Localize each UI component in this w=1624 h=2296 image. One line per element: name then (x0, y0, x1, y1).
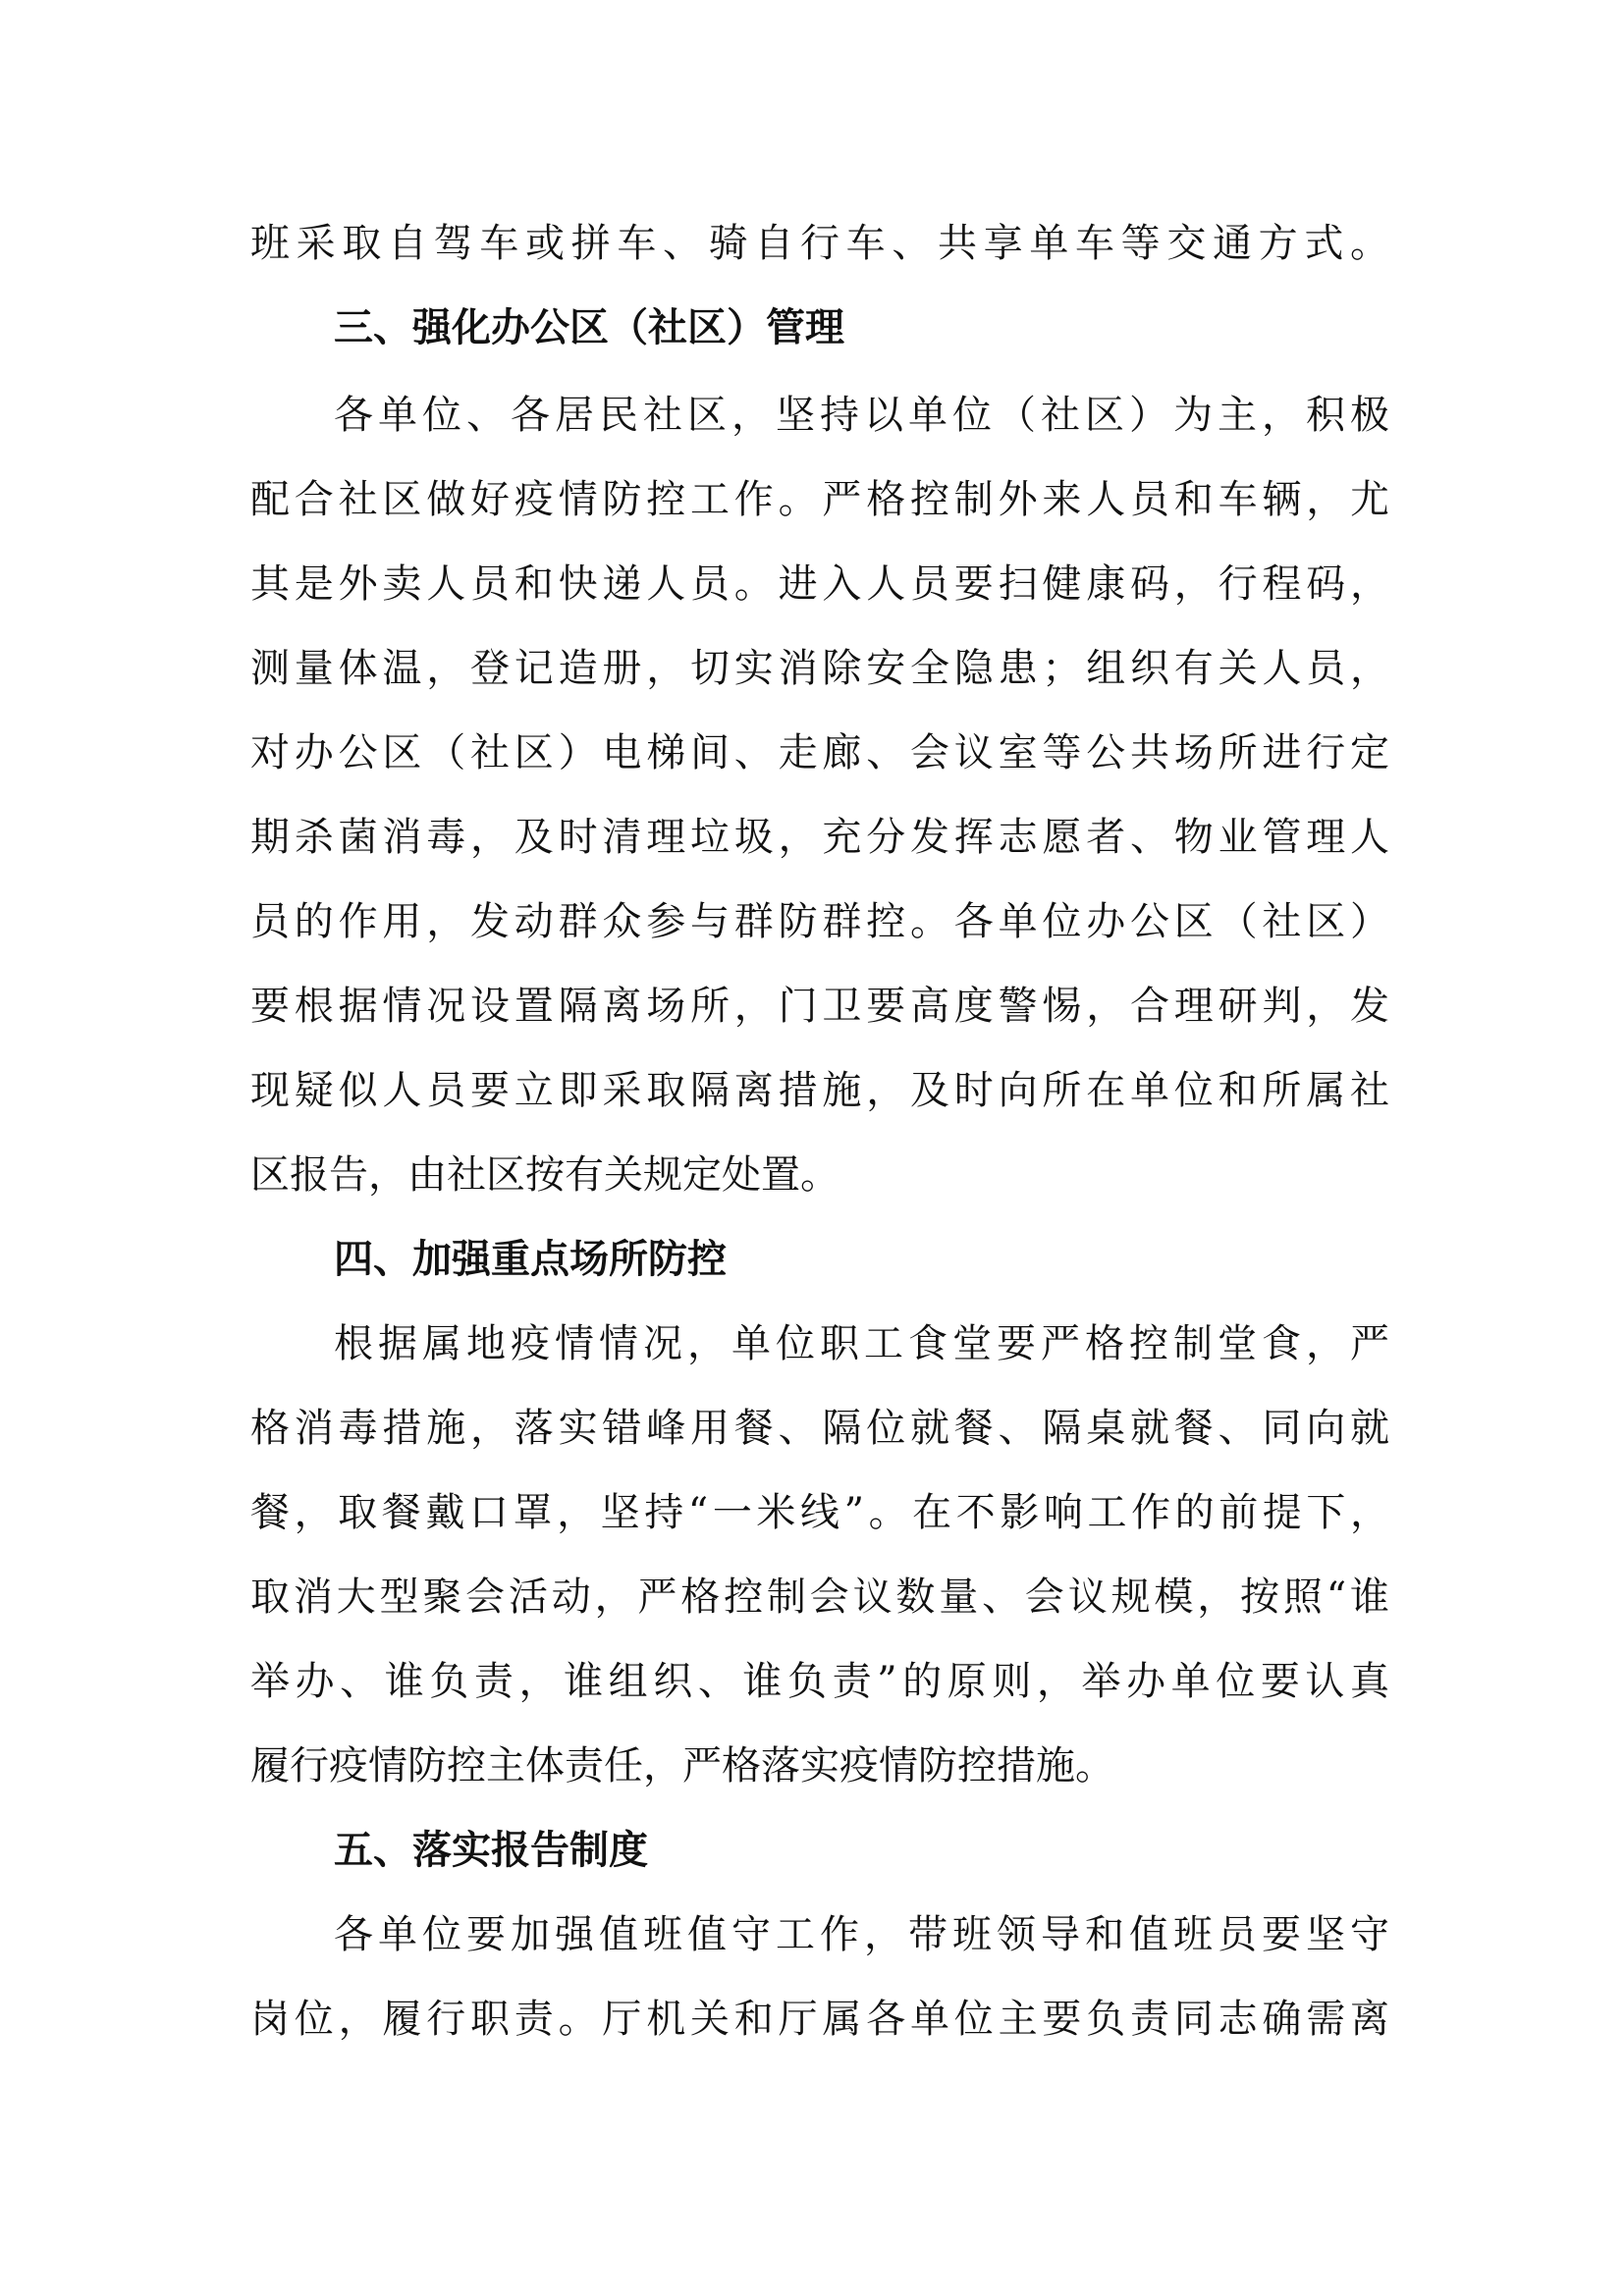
paragraph-line: 取消大型聚会活动，严格控制会议数量、会议规模，按照“谁 (250, 1575, 1389, 1620)
paragraph-line: 履行疫情防控主体责任，严格落实疫情防控措施。 (250, 1743, 1114, 1789)
paragraph-line: 现疑似人员要立即采取隔离措施，及时向所在单位和所属社 (250, 1068, 1389, 1113)
paragraph-line: 各单位要加强值班值守工作，带班领导和值班员要坚守 (334, 1912, 1389, 1957)
paragraph-line: 其是外卖人员和快递人员。进入人员要扫健康码，行程码， (250, 561, 1389, 607)
paragraph-line: 对办公区（社区）电梯间、走廊、会议室等公共场所进行定 (250, 730, 1389, 775)
section-heading-3: 三、强化办公区（社区）管理 (334, 305, 844, 350)
continuation-line: 班采取自驾车或拼车、骑自行车、共享单车等交通方式。 (250, 221, 1389, 266)
paragraph-line: 各单位、各居民社区，坚持以单位（社区）为主，积极 (334, 393, 1389, 438)
paragraph-line: 测量体温，登记造册，切实消除安全隐患；组织有关人员， (250, 646, 1389, 691)
paragraph-line: 根据属地疫情情况，单位职工食堂要严格控制堂食，严 (334, 1321, 1389, 1366)
paragraph-line: 格消毒措施，落实错峰用餐、隔位就餐、隔桌就餐、同向就 (250, 1406, 1389, 1451)
paragraph-line: 岗位，履行职责。厅机关和厅属各单位主要负责同志确需离 (250, 1997, 1389, 2042)
paragraph-line: 要根据情况设置隔离场所，门卫要高度警惕，合理研判，发 (250, 984, 1389, 1029)
paragraph-line: 举办、谁负责，谁组织、谁负责”的原则，举办单位要认真 (250, 1659, 1389, 1704)
section-heading-5: 五、落实报告制度 (334, 1828, 648, 1873)
paragraph-line: 餐，取餐戴口罩，坚持“一米线”。在不影响工作的前提下， (250, 1490, 1389, 1535)
paragraph-line: 员的作用，发动群众参与群防群控。各单位办公区（社区） (250, 899, 1389, 944)
section-heading-4: 四、加强重点场所防控 (334, 1237, 727, 1282)
paragraph-line: 配合社区做好疫情防控工作。严格控制外来人员和车辆，尤 (250, 477, 1389, 522)
paragraph-line: 区报告，由社区按有关规定处置。 (250, 1152, 839, 1198)
paragraph-line: 期杀菌消毒，及时清理垃圾，充分发挥志愿者、物业管理人 (250, 815, 1389, 860)
